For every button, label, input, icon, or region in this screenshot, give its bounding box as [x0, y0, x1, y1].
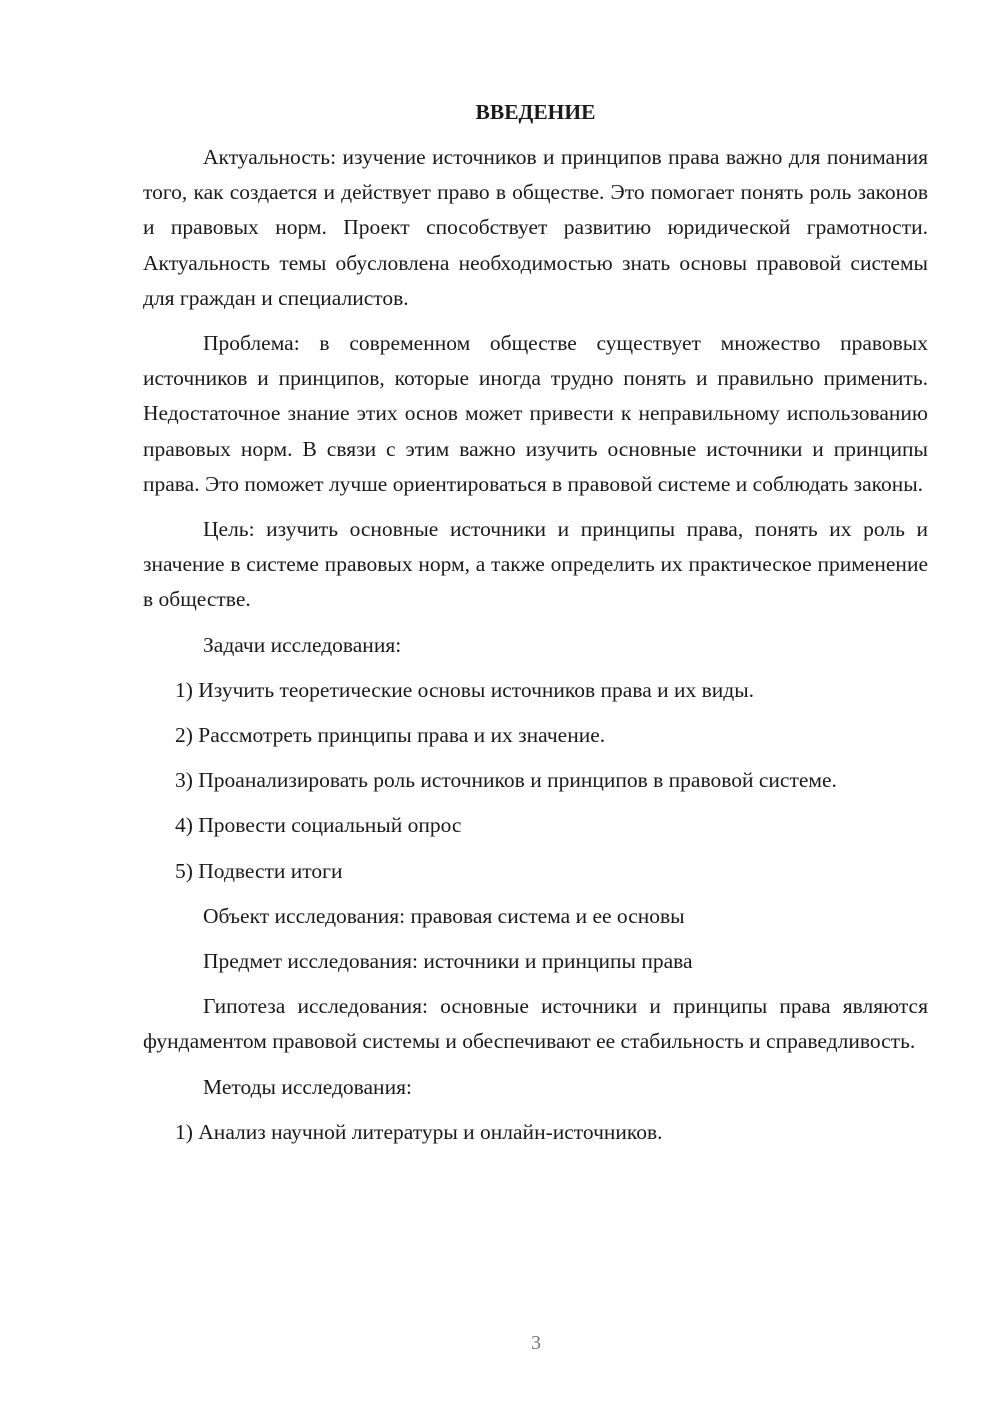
- subject-line: Предмет исследования: источники и принципы права: [203, 949, 693, 974]
- page-number: 3: [531, 1332, 541, 1354]
- task-item-2: 2) Рассмотреть принципы права и их значение.: [175, 723, 606, 748]
- task-item-4: 4) Провести социальный опрос: [175, 813, 462, 838]
- object-line: Объект исследования: правовая система и ее основы: [203, 903, 685, 928]
- goal-paragraph: Цель: изучить основные источники и принципы права, понять их роль и значение в системе правовых норм, а также определить их практическое применение в обществе.: [143, 517, 928, 612]
- task-item-1: 1) Изучить теоретические основы источников права и их виды.: [175, 677, 755, 702]
- method-item-1: 1) Анализ научной литературы и онлайн-источников.: [175, 1119, 663, 1144]
- section-title: ВВЕДЕНИЕ: [475, 100, 596, 124]
- hypothesis-paragraph: Гипотеза исследования: основные источники и принципы права являются фундаментом правовой системы и обеспечивают ее стабильность и справедливость.: [143, 994, 928, 1054]
- task-item-3: 3) Проанализировать роль источников и принципов в правовой системе.: [175, 768, 837, 793]
- tasks-heading: Задачи исследования:: [203, 632, 402, 657]
- problem-paragraph: Проблема: в современном обществе существует множество правовых источников и принципов, которые иногда трудно понять и правильно применить. Недостаточное знание этих основ может привести к неправильному использованию правовых норм. В связи с этим важно изучить основные источники и принципы права. Это поможет лучше ориентироваться в правовой системе и соблюдать законы.: [143, 331, 928, 496]
- relevance-paragraph: Актуальность: изучение источников и принципов права важно для понимания того, как создается и действует право в обществе. Это помогает понять роль законов и правовых норм. Проект способствует развитию юридической грамотности. Актуальность темы обусловлена необходимостью знать основы правовой системы для граждан и специалистов.: [143, 145, 928, 310]
- page-content: [143, 95, 928, 1160]
- methods-heading: Методы исследования:: [203, 1074, 412, 1099]
- task-item-5: 5) Подвести итоги: [175, 858, 343, 883]
